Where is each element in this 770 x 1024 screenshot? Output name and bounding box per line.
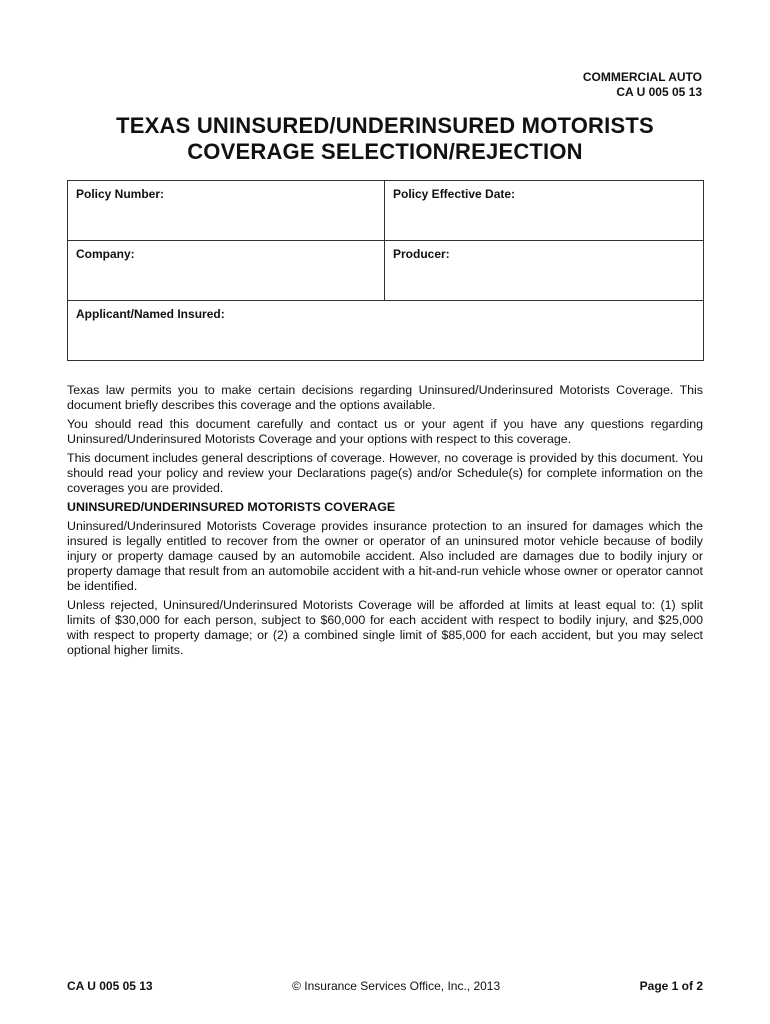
form-header (583, 70, 702, 100)
title-line-2: COVERAGE SELECTION/REJECTION (187, 139, 583, 164)
policy-effective-date-field[interactable] (385, 181, 704, 241)
paragraph-intro: Texas law permits you to make certain decisions regarding Uninsured/Underinsured Motorists Coverage. This document briefly describes this coverage and the options available. (67, 383, 703, 412)
policy-number-label: Policy Number: (76, 187, 165, 201)
policy-effective-date-label: Policy Effective Date: (393, 187, 516, 201)
section-heading: UNINSURED/UNDERINSURED MOTORISTS COVERAGE (67, 500, 396, 514)
applicant-field[interactable] (68, 301, 704, 361)
paragraph-coverage-limits: Unless rejected, Uninsured/Underinsured Motorists Coverage will be afforded at limits at least equal to: (1) split limits of $30,000 for each person, subject to $60,000 for each accident with respect to bodily injury, and $25,000 with respect to property damage; or (2) a combined single limit of $85,000 for each accident, but you may select optional higher limits. (67, 598, 703, 657)
form-code: CA U 005 05 13 (616, 85, 702, 99)
producer-label: Producer: (393, 247, 450, 261)
footer-page-number: Page 1 of 2 (639, 979, 703, 993)
policy-number-field[interactable] (68, 181, 385, 241)
footer-copyright: © Insurance Services Office, Inc., 2013 (292, 979, 501, 993)
paragraph-read-carefully: You should read this document carefully and contact us or your agent if you have any questions regarding Uninsured/Underinsured Motorists Coverage and your options with respect to this coverage. (67, 417, 703, 446)
document-body (67, 383, 703, 662)
footer-form-number: CA U 005 05 13 (67, 979, 153, 993)
title-line-1: TEXAS UNINSURED/UNDERINSURED MOTORISTS (116, 113, 654, 138)
policy-info-table (67, 180, 704, 361)
company-field[interactable] (68, 241, 385, 301)
page-footer (67, 979, 703, 993)
paragraph-coverage-definition: Uninsured/Underinsured Motorists Coverage provides insurance protection to an insured for damages which the insured is legally entitled to recover from the owner or operator of an uninsured motor vehicle because of bodily injury or property damage caused by an automobile accident. Also included are damages due to bodily injury or property damage that result from an automobile accident with a hit-and-run vehicle whose owner or operator cannot be identified. (67, 519, 703, 593)
company-label: Company: (76, 247, 135, 261)
form-line-of-business: COMMERCIAL AUTO (582, 70, 702, 84)
applicant-label: Applicant/Named Insured: (76, 307, 225, 321)
producer-field[interactable] (385, 241, 704, 301)
document-title (0, 113, 770, 165)
paragraph-general-description: This document includes general descriptions of coverage. However, no coverage is provided by this document. You should read your policy and review your Declarations page(s) and/or Schedule(s) for complete information on the coverages you are provided. (67, 451, 703, 495)
